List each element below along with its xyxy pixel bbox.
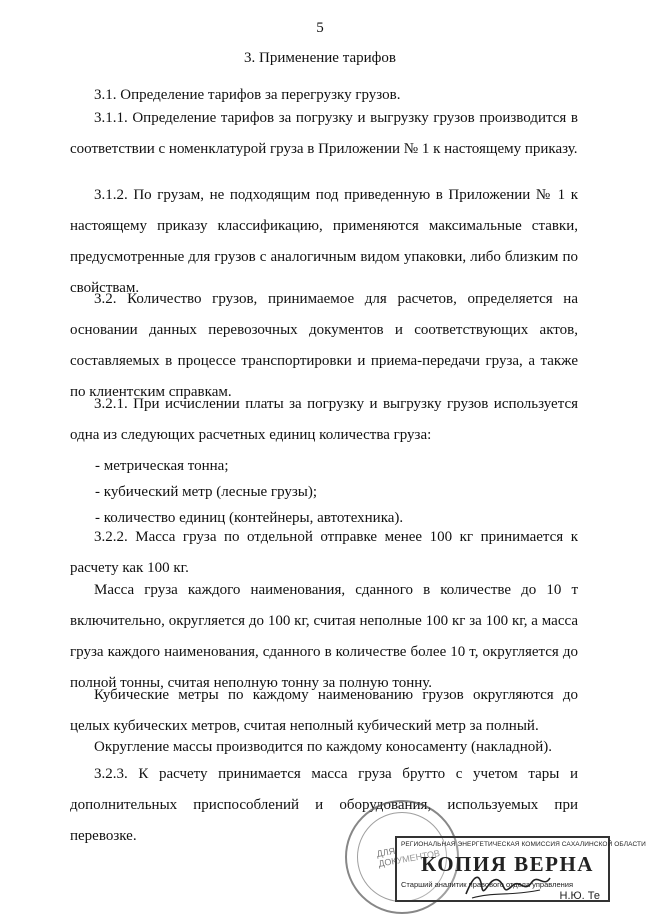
stamp-position: Старший аналитик правового отдела управления — [401, 880, 574, 889]
stamp-name: Н.Ю. Те — [559, 890, 600, 902]
paragraph-3-2: 3.2. Количество грузов, принимаемое для расчетов, определяется на основании данных перевозочных документов и соответствующих актов, составляемых в процессе транспортировки и приема-передачи груза, а также по клиентским справкам. — [70, 291, 578, 400]
paragraph-3-1-1: 3.1.1. Определение тарифов за погрузку и выгрузку грузов производится в соответствии с номенклатурой груза в Приложении № 1 к настоящему приказу. — [70, 110, 578, 157]
stamp-text: КОПИЯ ВЕРНА — [421, 852, 594, 876]
round-seal-text: ДЛЯ ДОКУМЕНТОВ — [375, 845, 441, 869]
paragraph-3-2-1: 3.2.1. При исчислении платы за погрузку и выгрузку грузов используется одна из следующих расчетных единиц количества груза: — [70, 396, 578, 443]
paragraph-3-1-2: 3.1.2. По грузам, не подходящим под приведенную в Приложении № 1 к настоящему приказу классификацию, применяются максимальные ставки, предусмотренные для грузов с аналогичным видом упаковки, либо близким по свойствам. — [70, 187, 578, 296]
paragraph-3-2-3: 3.2.3. К расчету принимается масса груза брутто с учетом тары и дополнительных приспособлений и оборудования, используемых при перевозке. — [70, 766, 578, 844]
paragraph-rounding-per-bill: Округление массы производится по каждому коносаменту (накладной). — [94, 739, 553, 755]
handwritten-signature — [462, 868, 552, 902]
paragraph-3-1: 3.1. Определение тарифов за перегрузку грузов. — [94, 87, 401, 103]
paragraph-cubic-meters: Кубические метры по каждому наименованию грузов округляются до целых кубических метров, считая неполный кубический метр за полный. — [70, 687, 578, 734]
section-title: 3. Применение тарифов — [244, 50, 396, 66]
paragraph-mass-rounding: Масса груза каждого наименования, сданного в количестве до 10 т включительно, округляется до 100 кг, считая неполные 100 кг за 100 кг, а масса груза каждого наименования, сданного в количестве более 10 т, округляется до полной тонны, считая неполную тонну за полную тонну. — [70, 582, 578, 691]
list-item: - кубический метр (лесные грузы); — [95, 484, 318, 500]
paragraph-3-2-2: 3.2.2. Масса груза по отдельной отправке менее 100 кг принимается к расчету как 100 кг. — [70, 529, 578, 576]
list-item: - количество единиц (контейнеры, автотехника). — [95, 510, 404, 526]
list-item: - метрическая тонна; — [95, 458, 229, 474]
stamp-organization: РЕГИОНАЛЬНАЯ ЭНЕРГЕТИЧЕСКАЯ КОМИССИЯ САХАЛИНСКОЙ ОБЛАСТИ — [401, 841, 646, 848]
page-number: 5 — [316, 20, 324, 36]
